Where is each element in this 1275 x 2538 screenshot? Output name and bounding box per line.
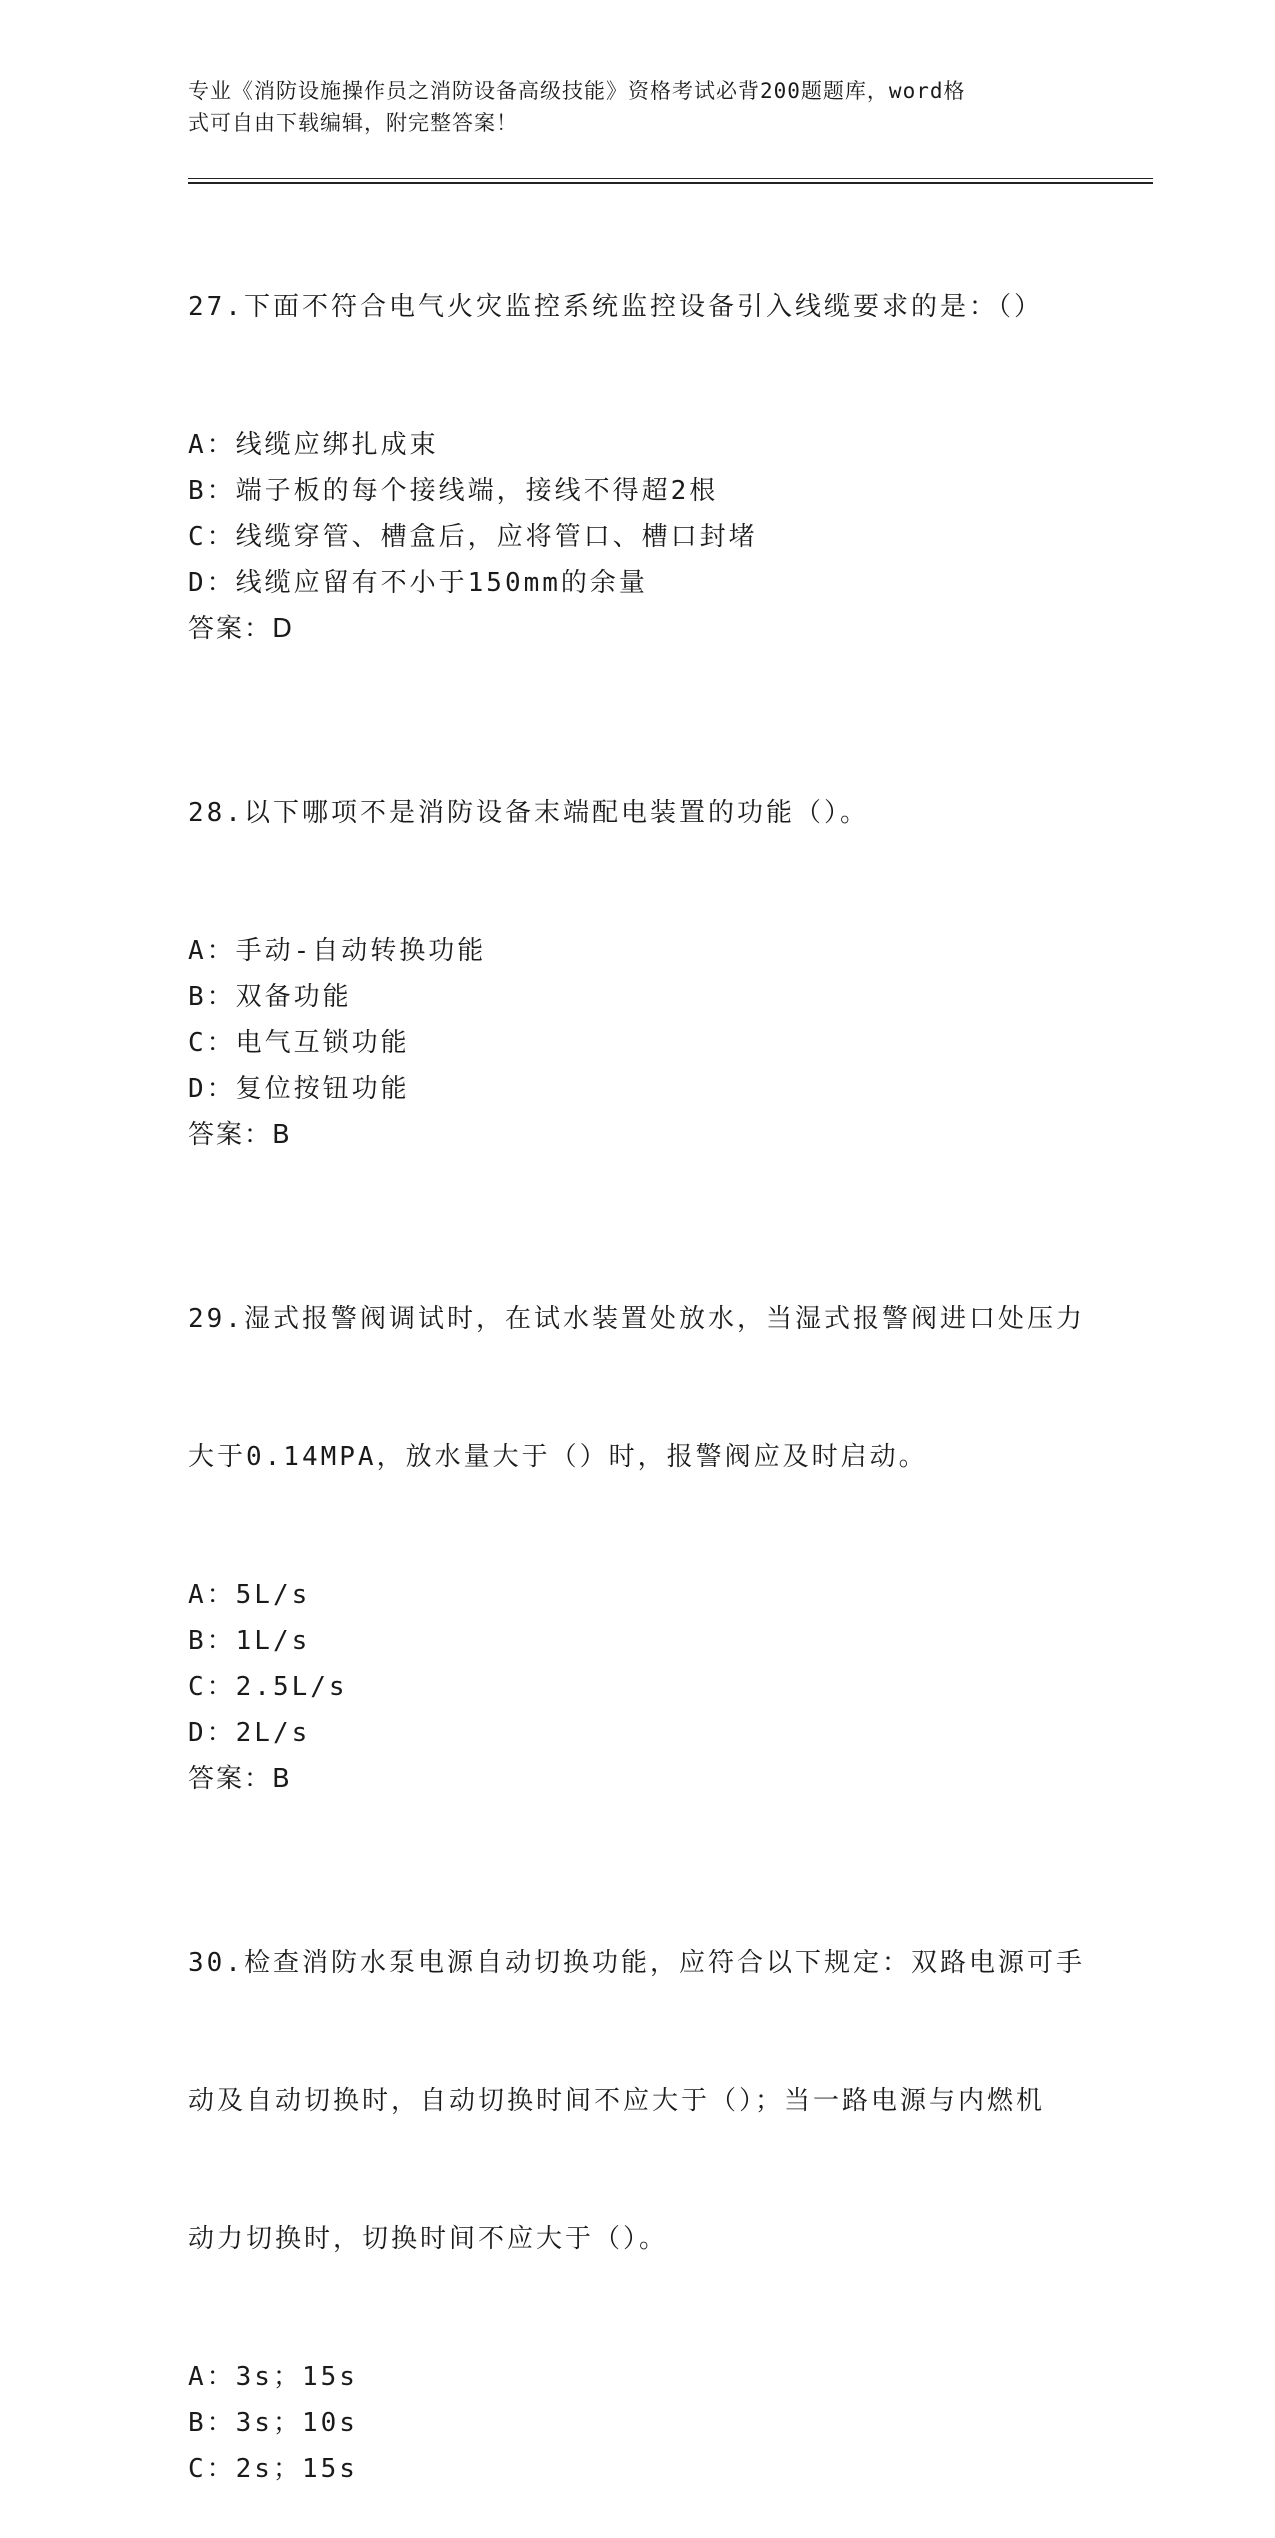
- answer-label: 答案：B: [188, 1764, 292, 1794]
- header-divider: [188, 182, 1153, 184]
- question-stem-line: 动及自动切换时，自动切换时间不应大于（）；当一路电源与内燃机: [188, 2086, 1046, 2116]
- option-a: A：线缆应绑扎成束: [188, 430, 439, 460]
- option-d: D：复位按钮功能: [188, 1074, 410, 1104]
- option-c: C：线缆穿管、槽盒后，应将管口、槽口封堵: [188, 522, 758, 552]
- question-stem-line: 29.湿式报警阀调试时，在试水装置处放水，当湿式报警阀进口处压力: [188, 1304, 1085, 1334]
- answer-label: 答案：D: [188, 614, 295, 644]
- option-a: A：3s；15s: [188, 2362, 358, 2392]
- question-27: [188, 192, 1088, 652]
- question-stem-line: 28.以下哪项不是消防设备末端配电装置的功能（）。: [188, 798, 869, 828]
- header-divider: [188, 178, 1153, 179]
- answer-label: 答案：B: [188, 1120, 292, 1150]
- question-stem-line: 30.检查消防水泵电源自动切换功能，应符合以下规定：双路电源可手: [188, 1948, 1085, 1978]
- question-stem-line: 大于0.14MPA，放水量大于（）时，报警阀应及时启动。: [188, 1442, 928, 1472]
- option-c: C：2.5L/s: [188, 1672, 348, 1702]
- option-b: B：3s；10s: [188, 2408, 358, 2438]
- option-b: B：端子板的每个接线端，接线不得超2根: [188, 476, 719, 506]
- question-stem: [188, 1848, 1088, 2354]
- option-d: D：线缆应留有不小于150mm的余量: [188, 568, 648, 598]
- option-c: C：电气互锁功能: [188, 1028, 410, 1058]
- option-a: A：5L/s: [188, 1580, 311, 1610]
- question-29: [188, 1204, 1088, 1802]
- question-stem-line: 动力切换时，切换时间不应大于（）。: [188, 2224, 669, 2254]
- header-line: 专业《消防设施操作员之消防设备高级技能》资格考试必背200题题库，word格: [188, 79, 966, 103]
- option-b: B：双备功能: [188, 982, 352, 1012]
- option-b: B：1L/s: [188, 1626, 311, 1656]
- question-30: [188, 1848, 1088, 2492]
- option-d: D：2L/s: [188, 1718, 311, 1748]
- document-header: [188, 75, 1068, 139]
- question-list: [188, 192, 1088, 2538]
- option-c: C：2s；15s: [188, 2454, 358, 2484]
- question-stem: [188, 192, 1088, 422]
- question-28: [188, 698, 1088, 1158]
- header-line: 式可自由下载编辑，附完整答案！: [188, 111, 518, 135]
- question-stem: [188, 1204, 1088, 1572]
- question-stem-line: 27.下面不符合电气火灾监控系统监控设备引入线缆要求的是：（）: [188, 292, 1043, 322]
- option-a: A：手动-自动转换功能: [188, 936, 487, 966]
- question-stem: [188, 698, 1088, 928]
